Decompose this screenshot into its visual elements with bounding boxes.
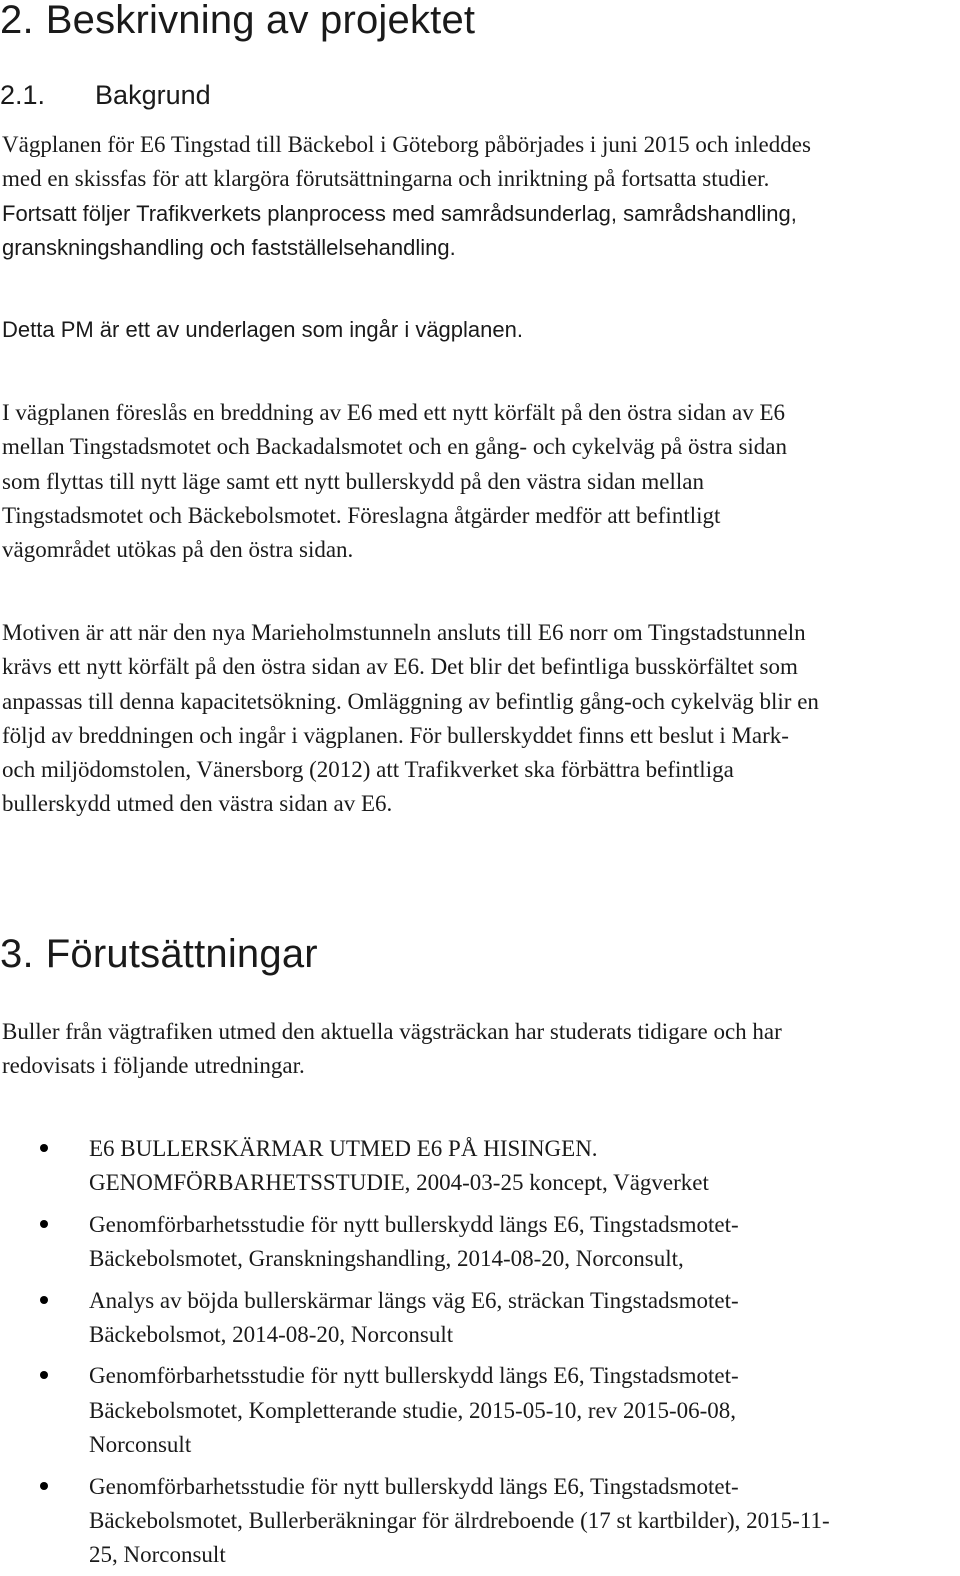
list-item-line: Bäckebolsmotet, Bullerberäkningar för älrdreboende (17 st kartbilder), 2015-11- bbox=[89, 1508, 830, 1533]
paragraph-line: I vägplanen föreslås en breddning av E6 med ett nytt körfält på den östra sidan av E6 bbox=[2, 400, 786, 425]
list-item-line: E6 BULLERSKÄRMAR UTMED E6 PÅ HISINGEN. bbox=[89, 1136, 598, 1161]
paragraph-line: Vägplanen för E6 Tingstad till Bäckebol i Göteborg påbörjades i juni 2015 och inleddes bbox=[2, 132, 811, 157]
section-heading-2 bbox=[0, 0, 475, 40]
bullet-icon bbox=[40, 1482, 48, 1490]
paragraph-line: granskningshandling och fastställelsehandling. bbox=[2, 235, 456, 260]
paragraph-line: mellan Tingstadsmotet och Backadalsmotet och en gång- och cykelväg på östra sidan bbox=[2, 434, 788, 459]
paragraph-line: redovisats i följande utredningar. bbox=[2, 1053, 305, 1078]
subsection-number: 2.1. bbox=[0, 80, 46, 110]
list-item-line: Genomförbarhetsstudie för nytt bullerskydd längs E6, Tingstadsmotet- bbox=[89, 1212, 739, 1237]
paragraph-line: Buller från vägtrafiken utmed den aktuella vägsträckan har studerats tidigare och har bbox=[2, 1019, 782, 1044]
list-item-line: 25, Norconsult bbox=[89, 1542, 226, 1567]
list-item-line: Bäckebolsmotet, Granskningshandling, 2014-08-20, Norconsult, bbox=[89, 1246, 684, 1271]
paragraph-line: Fortsatt följer Trafikverkets planprocess med samrådsunderlag, samrådshandling, bbox=[2, 201, 797, 226]
paragraph-line: vägområdet utökas på den östra sidan. bbox=[2, 537, 354, 562]
list-item-line: Genomförbarhetsstudie för nytt bullerskydd längs E6, Tingstadsmotet- bbox=[89, 1363, 739, 1388]
list-item-line: Analys av böjda bullerskärmar längs väg E6, sträckan Tingstadsmotet- bbox=[89, 1288, 739, 1313]
paragraph-line: anpassas till denna kapacitetsökning. Omläggning av befintlig gång-och cykelväg blir en bbox=[2, 689, 819, 714]
paragraph-line: Motiven är att när den nya Marieholmstunneln ansluts till E6 norr om Tingstadstunneln bbox=[2, 620, 806, 645]
section-number: 2. bbox=[0, 0, 34, 42]
paragraph-line: krävs ett nytt körfält på den östra sidan av E6. Det blir det befintliga busskörfältet som bbox=[2, 654, 798, 679]
paragraph-line: med en skissfas för att klargöra förutsättningarna och inriktning på fortsatta studier. bbox=[2, 166, 770, 191]
paragraph-line: som flyttas till nytt läge samt ett nytt bullerskydd på den västra sidan mellan bbox=[2, 469, 705, 494]
paragraph-line: följd av breddningen och ingår i vägplanen. För bullerskyddet finns ett beslut i Mark- bbox=[2, 723, 789, 748]
paragraph-line: Tingstadsmotet och Bäckebolsmotet. Föreslagna åtgärder medför att befintligt bbox=[2, 503, 721, 528]
section-title: Beskrivning av projektet bbox=[45, 0, 476, 42]
paragraph-line: bullerskydd utmed den västra sidan av E6. bbox=[2, 791, 393, 816]
list-item-line: Bäckebolsmot, 2014-08-20, Norconsult bbox=[89, 1322, 454, 1347]
subsection-heading-2-1 bbox=[0, 80, 211, 110]
list-item-line: GENOMFÖRBARHETSSTUDIE, 2004-03-25 koncept, Vägverket bbox=[89, 1170, 709, 1195]
list-item-line: Norconsult bbox=[89, 1432, 192, 1457]
list-item-line: Bäckebolsmotet, Kompletterande studie, 2015-05-10, rev 2015-06-08, bbox=[89, 1398, 737, 1423]
paragraph-line: Detta PM är ett av underlagen som ingår i vägplanen. bbox=[2, 317, 523, 342]
section-title: Förutsättningar bbox=[45, 932, 318, 976]
bullet-icon bbox=[40, 1296, 48, 1304]
bullet-icon bbox=[40, 1371, 48, 1379]
paragraph-line: och miljödomstolen, Vänersborg (2012) att Trafikverket ska förbättra befintliga bbox=[2, 757, 734, 782]
section-heading-3 bbox=[0, 934, 318, 974]
bullet-icon bbox=[40, 1220, 48, 1228]
list-item-line: Genomförbarhetsstudie för nytt bullerskydd längs E6, Tingstadsmotet- bbox=[89, 1474, 739, 1499]
bullet-icon bbox=[40, 1144, 48, 1152]
section-number: 3. bbox=[0, 932, 34, 976]
subsection-title: Bakgrund bbox=[95, 80, 211, 110]
